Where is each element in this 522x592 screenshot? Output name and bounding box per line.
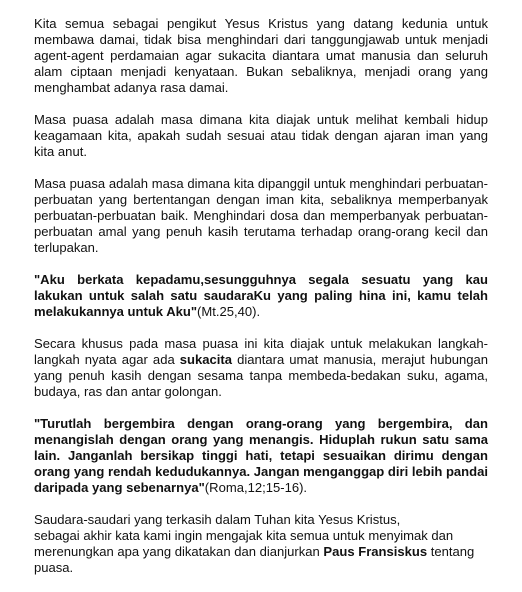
paragraph-concrete-steps	[34, 336, 488, 400]
quote-romans-reference: (Roma,12;15-16).	[204, 480, 308, 495]
closing-greeting: Saudara-saudari yang terkasih dalam Tuhan kita Yesus Kristus,	[34, 512, 401, 527]
closing-topic: tentang puasa.	[34, 544, 475, 575]
emphasis-pope-francis: Paus Fransiskus	[323, 544, 428, 559]
quote-matthew-text: "Aku berkata kepadamu,sesungguhnya segala sesuatu yang kau lakukan untuk salah satu saudaraKu yang paling hina ini, kamu telah melakukannya untuk Aku"	[34, 272, 488, 319]
closing-invitation: sebagai akhir kata kami ingin mengajak kita semua untuk menyimak dan merenungkan apa yang dikatakan dan dianjurkan	[34, 528, 454, 559]
paragraph-closing	[34, 512, 488, 576]
paragraph-concrete-steps-rest: diantara umat manusia, merajut hubungan yang penuh kasih dengan sesama tanpa membeda-bedakan suku, agama, budaya, ras dan antar golongan.	[34, 352, 488, 399]
quote-matthew-reference: (Mt.25,40).	[197, 304, 261, 319]
quote-romans-text: "Turutlah bergembira dengan orang-orang yang bergembira, dan menangislah dengan orang yang menangis. Hiduplah rukun satu sama lain. Janganlah bersikap tinggi hati, tetapi sesuaikan dirimu dengan orang yang rendah kedudukannya. Jangan menganggap diri lebih pandai daripada yang sebenarnya"	[34, 416, 488, 495]
paragraph-concrete-steps-text: Secara khusus pada masa puasa ini kita diajak untuk melakukan langkah-langkah nyata agar ada	[34, 336, 488, 367]
paragraph-lent-reflection: Masa puasa adalah masa dimana kita diajak untuk melihat kembali hidup keagamaan kita, apakah sudah sesuai atau tidak dengan ajaran iman yang kita anut.	[34, 112, 488, 159]
emphasis-sukacita: sukacita	[179, 352, 233, 367]
quote-matthew	[34, 272, 488, 320]
paragraph-peace-agents: Kita semua sebagai pengikut Yesus Kristus yang datang kedunia untuk membawa damai, tidak bisa menghindari dari tanggungjawab untuk menjadi agent-agent perdamaian agar sukacita diantara umat manusia dan seluruh alam ciptaan menjadi kenyataan. Bukan sebaliknya, menjadi orang yang menghambat adanya rasa damai.	[34, 16, 488, 95]
document-page	[34, 16, 488, 592]
paragraph-lent-good-deeds: Masa puasa adalah masa dimana kita dipanggil untuk menghindari perbuatan-perbuatan yang bertentangan dengan iman kita, sebaliknya memperbanyak perbuatan-perbuatan baik. Menghindari dosa dan memperbanyak perbuatan-perbuatan amal yang penuh kasih terutama terhadap orang-orang kecil dan terlupakan.	[34, 176, 488, 255]
quote-romans	[34, 416, 488, 496]
